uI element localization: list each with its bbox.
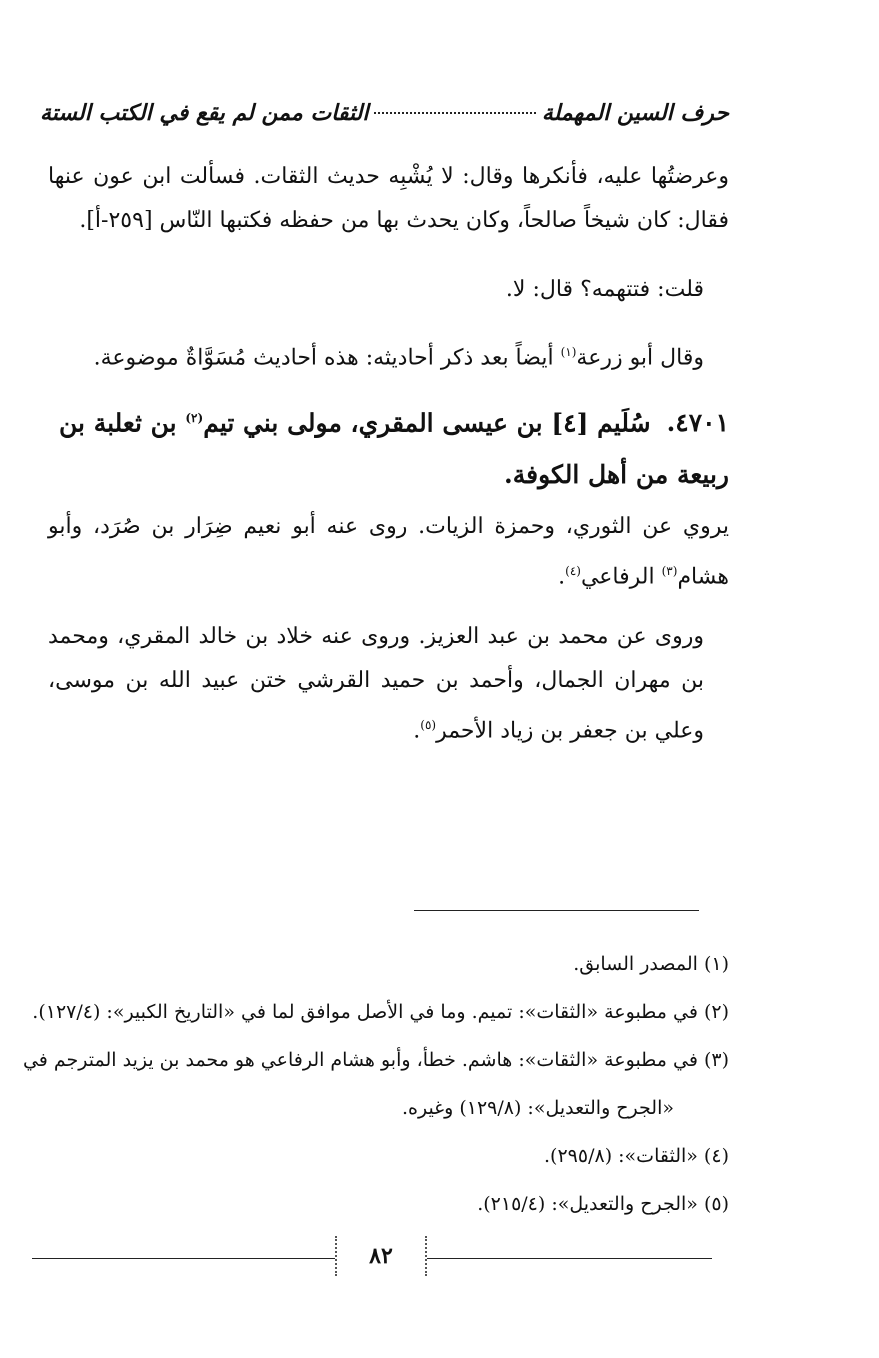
paragraph-4-part-b: الرفاعي (580, 564, 662, 590)
paragraph-5 (48, 615, 704, 753)
footnote-3-continuation: «الجرح والتعديل»: (١٢٩/٨) وغيره. (401, 1097, 674, 1119)
paragraph-3-part-b: أيضاً بعد ذكر أحاديثه: هذه أحاديث مُسَوَّاةٌ موضوعة. (93, 345, 561, 371)
paragraph-5-text (48, 615, 704, 753)
entry-heading-part-a: سُلَيم [٤] بن عيسى المقري، مولى بني تيم (203, 408, 651, 438)
paragraph-2 (48, 268, 704, 312)
page-number: ٨٢ (335, 1236, 427, 1276)
footnote-2: (٢) في مطبوعة «الثقات»: تميم. وما في الأصل موافق لما في «التاريخ الكبير»: (١٢٧/٤). (32, 1001, 729, 1023)
paragraph-4 (48, 505, 729, 599)
paragraph-4-text (48, 505, 729, 599)
footnote-1: (١) المصدر السابق. (573, 953, 729, 975)
paragraph-4-part-a: يروي عن الثوري، وحمزة الزيات. روى عنه أبو نعيم ضِرَار بن صُرَد، وأبو هشام (48, 514, 729, 590)
paragraph-5-part-a: وروى عن محمد بن عبد العزيز. وروى عنه خلاد بن خالد المقري، ومحمد بن مهران الجمال، وأحمد بن حميد القرشي ختن عبيد الله بن موسى، وعلي بن جعفر بن زياد الأحمر (48, 624, 704, 744)
paragraph-1-text: وعرضتُها عليه، فأنكرها وقال: لا يُشْبِه حديث الثقات. فسألت ابن عون عنها فقال: كان شيخاً صالحاً، وكان يحدث بها من حفظه فكتبها النّاس [٢٥٩-أ]. (48, 164, 729, 233)
header-dot-leader (374, 112, 535, 114)
paragraph-1 (48, 155, 729, 243)
footnote-4: (٤) «الثقات»: (٢٩٥/٨). (544, 1145, 729, 1167)
footnote-ref-4: (٤) (565, 564, 581, 578)
footnotes (22, 940, 729, 1228)
running-header (40, 100, 729, 126)
entry-heading (48, 392, 729, 501)
paragraph-2-text: قلت: فتتهمه؟ قال: لا. (505, 277, 704, 302)
footnote-separator (414, 910, 699, 911)
footnote-5: (٥) «الجرح والتعديل»: (٢١٥/٤). (477, 1193, 729, 1215)
footnote-ref-3: (٣) (661, 564, 678, 578)
header-book-title: الثقات ممن لم يقع في الكتب الستة (40, 100, 369, 126)
footnote-ref-2: (٢) (185, 411, 204, 425)
footnote-ref-1: (١) (560, 345, 577, 359)
paragraph-5-part-b: . (413, 718, 421, 744)
paragraph-3-text (48, 330, 704, 380)
paragraph-3 (48, 330, 704, 380)
paragraph-4-part-c: . (558, 564, 566, 590)
entry-heading-part-b: بن ثعلبة بن ربيعة من أهل الكوفة. (59, 408, 729, 490)
paragraph-3-part-a: وقال أبو زرعة (576, 345, 704, 371)
entry-number: ٤٧٠١. (666, 408, 729, 438)
footnote-3: (٣) في مطبوعة «الثقات»: هاشم. خطأ، وأبو هشام الرفاعي هو محمد بن يزيد المترجم في (22, 1049, 729, 1071)
header-chapter-title: حرف السين المهملة (541, 100, 729, 126)
footnote-ref-5: (٥) (420, 718, 437, 732)
